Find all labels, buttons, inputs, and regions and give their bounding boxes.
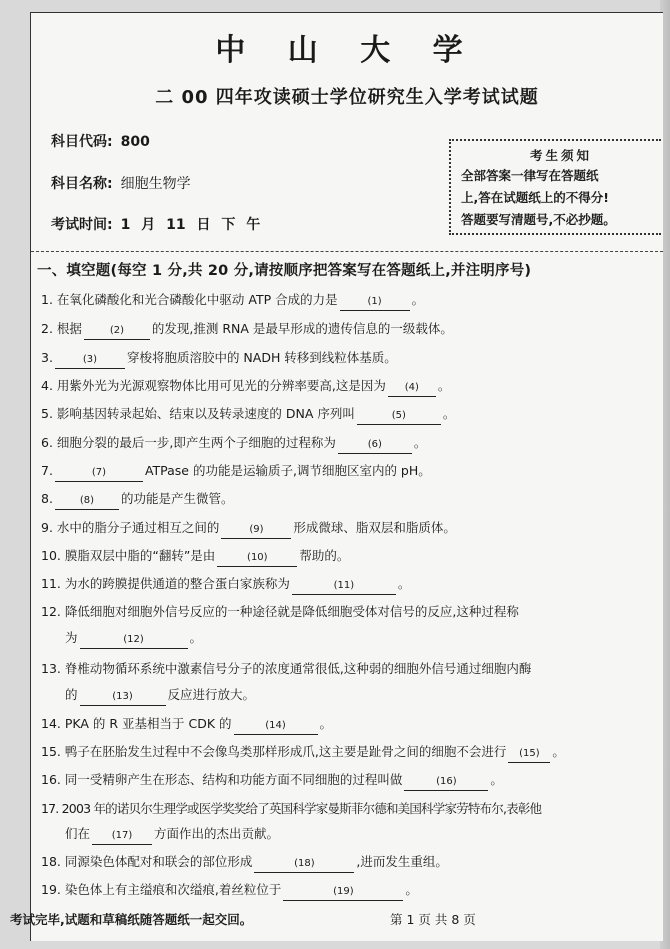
subject-name <box>51 173 191 193</box>
subject-name-label: 科目名称: <box>51 176 113 192</box>
question-1 <box>41 285 656 314</box>
question-text: 8. <box>41 491 53 506</box>
answer-blank: (15) <box>508 746 550 763</box>
question-14 <box>41 709 656 738</box>
question-12 <box>41 597 656 626</box>
section-heading: 一、填空题(每空 1 分,共 20 分,请按顺序把答案写在答题纸上,并注明序号) <box>37 263 532 279</box>
question-text: 16. 同一受精卵产生在形态、结构和功能方面不同细胞的过程叫做 <box>41 772 403 787</box>
question-11 <box>41 569 656 598</box>
question-text: 。 <box>319 716 333 731</box>
footer-note: 考试完毕,试题和草稿纸随答题纸一起交回。 <box>10 912 253 927</box>
question-5 <box>41 399 656 428</box>
answer-blank: (4) <box>388 380 436 397</box>
university-title: 中 山 大 学 <box>215 33 479 68</box>
subject-code-value: 800 <box>120 134 150 150</box>
answer-blank: (5) <box>357 408 441 425</box>
answer-blank: (8) <box>55 493 119 510</box>
question-text: 17. 2003 年的诺贝尔生理学或医学奖奖给了英国科学家曼斯菲尔德和美国科学家劳特布尔,表彰他 <box>41 801 542 816</box>
answer-blank: (12) <box>80 632 188 649</box>
question-text: 5. 影响基因转录起始、结束以及转录速度的 DNA 序列叫 <box>41 406 355 421</box>
question-2 <box>41 314 656 343</box>
question-13-cont <box>41 680 670 709</box>
question-8 <box>41 484 656 513</box>
question-text: 。 <box>405 882 418 897</box>
question-13 <box>41 654 656 683</box>
question-text: 方面作出的杰出贡献。 <box>154 826 280 841</box>
question-text: 为 <box>65 630 78 645</box>
question-text: 。 <box>437 378 451 393</box>
question-text: 的发现,推测 RNA 是最早形成的遗传信息的一级载体。 <box>151 321 453 336</box>
question-text: 14. PKA 的 R 亚基相当于 CDK 的 <box>41 716 232 731</box>
answer-blank: (19) <box>283 884 403 901</box>
question-text: 的功能是产生微管。 <box>120 491 234 506</box>
question-text: 们在 <box>65 826 91 841</box>
question-text: 7. <box>41 463 53 478</box>
question-text: ,进而发生重组。 <box>356 854 448 869</box>
subject-name-value: 细胞生物学 <box>120 176 191 192</box>
question-text: 帮助的。 <box>299 548 350 563</box>
answer-blank: (17) <box>92 828 152 845</box>
question-text: 6. 细胞分裂的最后一步,即产生两个子细胞的过程称为 <box>41 435 336 450</box>
notice-title: 考生须知 <box>529 148 592 163</box>
question-text: 。 <box>442 406 456 421</box>
question-15 <box>41 737 656 766</box>
answer-blank: (7) <box>55 465 143 482</box>
question-text: 12. 降低细胞对细胞外信号反应的一种途径就是降低细胞受体对信号的反应,这种过程称 <box>41 604 519 619</box>
question-9 <box>41 513 656 542</box>
question-text: 11. 为水的跨膜提供通道的整合蛋白家族称为 <box>41 576 290 591</box>
question-text: 的 <box>65 687 78 702</box>
exam-title: 二 00 四年攻读硕士学位研究生入学考试试题 <box>155 87 539 108</box>
question-text: 15. 鸭子在胚胎发生过程中不会像鸟类那样形成爪,这主要是趾骨之间的细胞不会进行 <box>41 744 507 759</box>
question-4 <box>41 371 656 400</box>
exam-time <box>51 214 260 234</box>
question-7 <box>41 456 656 485</box>
question-text: 18. 同源染色体配对和联会的部位形成 <box>41 854 253 869</box>
answer-blank: (13) <box>80 689 166 706</box>
question-text: 9. 水中的脂分子通过相互之间的 <box>41 520 220 535</box>
notice-line: 全部答案一律写在答题纸 <box>461 168 599 183</box>
exam-page <box>30 12 663 941</box>
question-10 <box>41 541 656 570</box>
question-text: 穿梭将胞质溶胶中的 NADH 转移到线粒体基质。 <box>126 350 397 365</box>
question-18 <box>41 847 656 876</box>
question-text: 19. 染色体上有主缢痕和次缢痕,着丝粒位于 <box>41 882 282 897</box>
answer-blank: (1) <box>340 294 410 311</box>
question-6 <box>41 428 656 457</box>
answer-blank: (2) <box>84 323 150 340</box>
answer-blank: (6) <box>338 437 412 454</box>
question-text: 。 <box>490 772 503 787</box>
answer-blank: (11) <box>292 578 396 595</box>
question-12-cont <box>41 623 670 652</box>
notice-line: 答题要写清题号,不必抄题。 <box>461 212 616 227</box>
question-3 <box>41 343 656 372</box>
notice-line: 上,答在试题纸上的不得分! <box>461 190 609 205</box>
question-text: ATPase 的功能是运输质子,调节细胞区室内的 pH。 <box>144 463 431 478</box>
question-text: 。 <box>189 630 203 645</box>
exam-time-label: 考试时间: <box>51 217 113 233</box>
answer-blank: (16) <box>404 774 488 791</box>
question-text: 形成微球、脂双层和脂质体。 <box>293 520 456 535</box>
question-19 <box>41 875 656 904</box>
page-number: 第 1 页 共 8 页 <box>390 912 476 927</box>
question-text: 10. 膜脂双层中脂的“翻转”是由 <box>41 548 216 563</box>
exam-time-value: 1 月 11 日 下 午 <box>120 217 261 233</box>
subject-code-label: 科目代码: <box>51 134 113 150</box>
question-text: 。 <box>411 292 425 307</box>
question-text: 。 <box>397 576 411 591</box>
question-16 <box>41 765 656 794</box>
answer-blank: (18) <box>254 856 354 873</box>
question-text: 1. 在氧化磷酸化和光合磷酸化中驱动 ATP 合成的力是 <box>41 292 338 307</box>
question-text: 。 <box>413 435 427 450</box>
divider <box>31 251 663 252</box>
question-17-cont <box>41 819 670 848</box>
question-text: 2. 根据 <box>41 321 82 336</box>
question-text: 3. <box>41 350 53 365</box>
question-text: 4. 用紫外光为光源观察物体比用可见光的分辨率要高,这是因为 <box>41 378 386 393</box>
candidate-notice-box <box>449 139 661 235</box>
answer-blank: (3) <box>55 352 125 369</box>
subject-code <box>51 131 150 151</box>
answer-blank: (10) <box>217 550 297 567</box>
question-text: 。 <box>552 744 565 759</box>
answer-blank: (14) <box>234 718 318 735</box>
answer-blank: (9) <box>221 522 291 539</box>
question-text: 反应进行放大。 <box>167 687 256 702</box>
question-text: 13. 脊椎动物循环系统中激素信号分子的浓度通常很低,这种弱的细胞外信号通过细胞内酶 <box>41 661 532 676</box>
